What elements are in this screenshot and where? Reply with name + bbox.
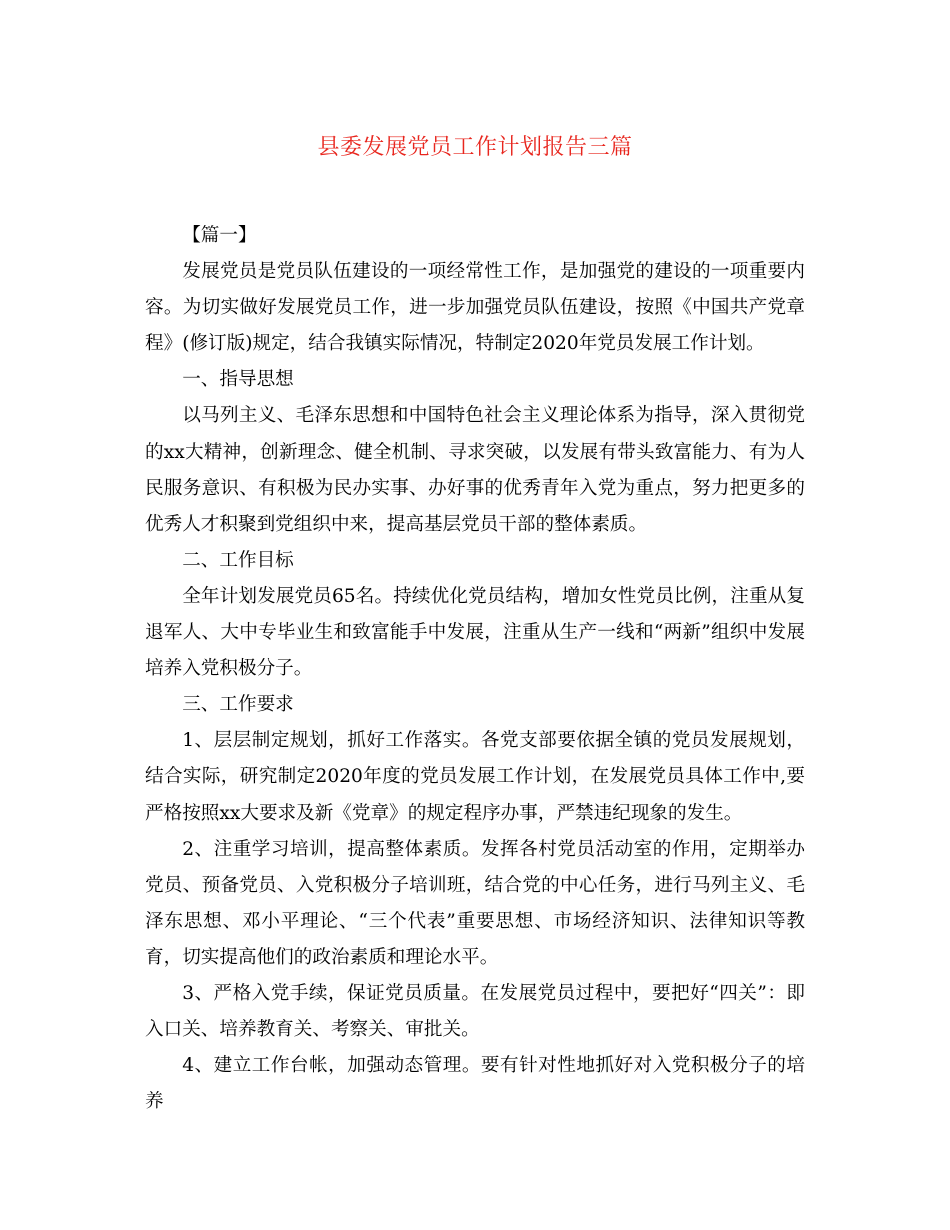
document-body (145, 218, 805, 1120)
section-heading-work-goals: 二、工作目标 (182, 549, 294, 571)
paragraph-requirement-2: 2、注重学习培训，提高整体素质。发挥各村党员活动室的作用，定期举办党员、预备党员、入党积极分子培训班，结合党的中心任务，进行马列主义、毛泽东思想、邓小平理论、“三个代表”重要思想、市场经济知识、法律知识等教育，切实提高他们的政治素质和理论水平。 (145, 838, 805, 968)
paragraph-requirement-3: 3、严格入党手续，保证党员质量。在发展党员过程中，要把好“四关”：即入口关、培养教育关、考察关、审批关。 (145, 982, 805, 1041)
paragraph-work-goals: 全年计划发展党员65名。持续优化党员结构，增加女性党员比例，注重从复退军人、大中专毕业生和致富能手中发展，注重从生产一线和“两新”组织中发展培养入党积极分子。 (145, 585, 805, 680)
section-heading-guiding-thought: 一、指导思想 (182, 369, 294, 391)
paragraph-requirement-1: 1、层层制定规划，抓好工作落实。各党支部要依据全镇的党员发展规划，结合实际，研究制定2020年度的党员发展工作计划，在发展党员具体工作中,要严格按照xx大要求及新《党章》的规定程序办事，严禁违纪现象的发生。 (145, 730, 805, 824)
section-heading-work-requirements: 三、工作要求 (182, 694, 294, 716)
section-marker: 【篇一】 (182, 225, 257, 246)
paragraph-intro: 发展党员是党员队伍建设的一项经常性工作，是加强党的建设的一项重要内容。为切实做好发展党员工作，进一步加强党员队伍建设，按照《中国共产党章程》(修订版)规定，结合我镇实际情况，特制定2020年党员发展工作计划。 (145, 261, 805, 355)
paragraph-guiding-thought: 以马列主义、毛泽东思想和中国特色社会主义理论体系为指导，深入贯彻党的xx大精神，创新理念、健全机制、寻求突破，以发展有带头致富能力、有为人民服务意识、有积极为民办实事、办好事的优秀青年入党为重点，努力把更多的优秀人才积聚到党组织中来，提高基层党员干部的整体素质。 (145, 405, 805, 535)
document-title: 县委发展党员工作计划报告三篇 (317, 135, 633, 160)
paragraph-requirement-4: 4、建立工作台帐，加强动态管理。要有针对性地抓好对入党积极分子的培养 (145, 1055, 805, 1113)
